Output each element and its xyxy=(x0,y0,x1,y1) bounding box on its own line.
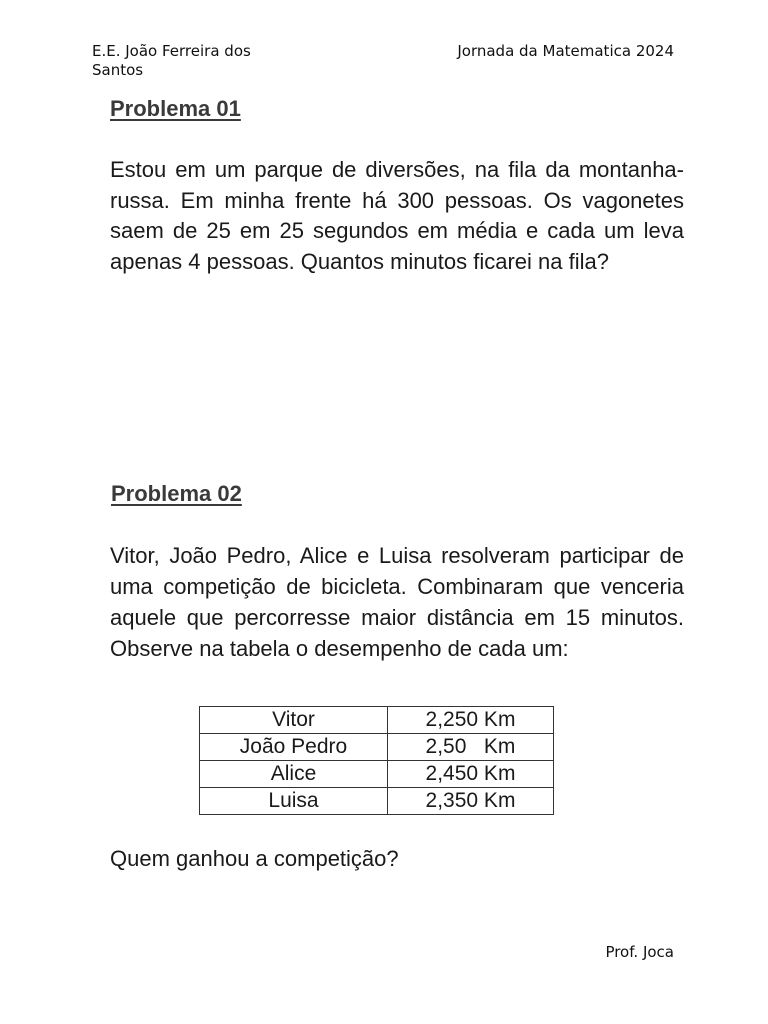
problem-2-title: Problema 02 xyxy=(111,481,242,506)
table-row xyxy=(200,734,554,761)
competitor-distance: 2,450 Km xyxy=(388,761,554,788)
table-row xyxy=(200,788,554,815)
competitor-name: Alice xyxy=(200,761,388,788)
school-name: E.E. João Ferreira dos Santos xyxy=(92,42,251,79)
event-name: Jornada da Matematica 2024 xyxy=(457,42,674,60)
competitor-distance: 2,250 Km xyxy=(388,707,554,734)
table-row xyxy=(200,707,554,734)
problem-1-text: Estou em um parque de diversões, na fila da montanha-russa. Em minha frente há 300 pessoas. Os vagonetes saem de 25 em 25 segundos em média e cada um leva apenas 4 pessoas. Quantos minutos ficarei na fila? xyxy=(110,157,684,274)
competitor-name: Vitor xyxy=(200,707,388,734)
competitor-name: João Pedro xyxy=(200,734,388,761)
problem-1-title: Problema 01 xyxy=(110,96,241,121)
distance-table xyxy=(199,706,554,815)
competitor-name: Luisa xyxy=(200,788,388,815)
table-row xyxy=(200,761,554,788)
problem-2-text: Vitor, João Pedro, Alice e Luisa resolveram participar de uma competição de bicicleta. Combinaram que venceria aquele que percorresse maior distância em 15 minutos. Observe na tabela o desempenho de cada um: xyxy=(110,543,684,661)
competitor-distance: 2,350 Km xyxy=(388,788,554,815)
problem-2-question: Quem ganhou a competição? xyxy=(110,846,399,871)
competitor-distance: 2,50 Km xyxy=(388,734,554,761)
author-footer: Prof. Joca xyxy=(605,943,674,961)
